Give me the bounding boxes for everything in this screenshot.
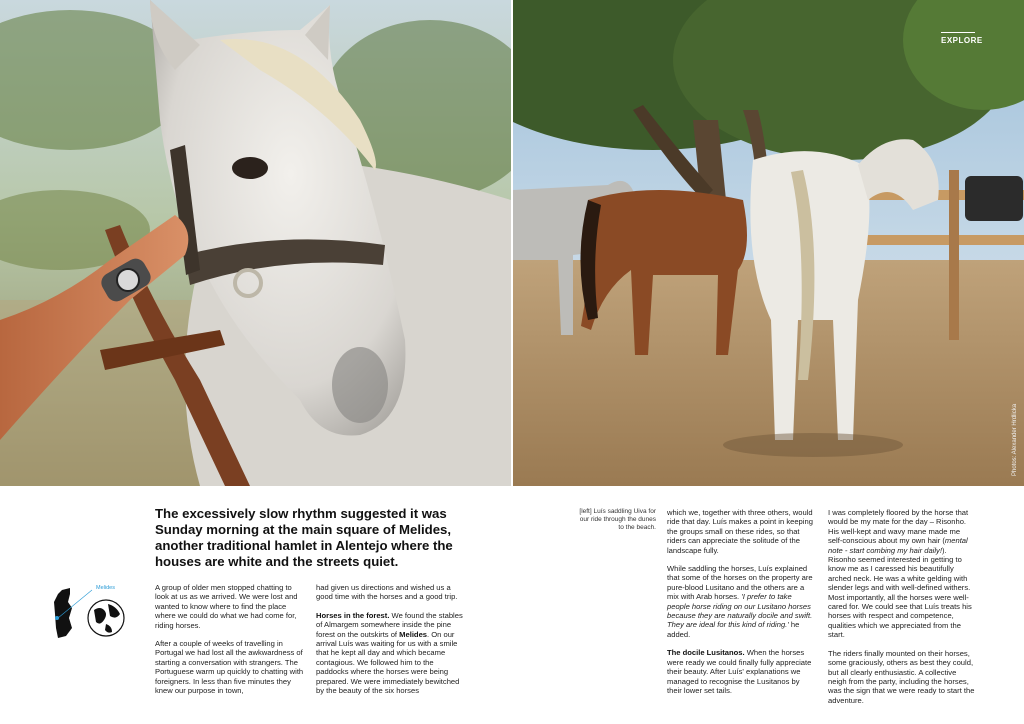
paragraph-text: . On our arrival Luís was waiting for us with a smile that he kept all day and which became contagious. We followed him to the paddocks where the horses were being prepared. We were immediately bewitched by the beauty of the six horses bbox=[316, 629, 460, 696]
photo-grey-horse-bridle bbox=[0, 0, 511, 486]
photo-caption: [left] Luís saddling Uiva for our ride through the dunes to the beach. bbox=[579, 508, 656, 531]
photo-horses-in-paddock bbox=[513, 0, 1024, 486]
article-column-4 bbox=[828, 508, 976, 714]
paragraph bbox=[316, 611, 466, 696]
paragraph bbox=[828, 508, 976, 640]
paragraph-text: I was completely floored by the horse that would be my mate for the day – Risonho. His well-kept and wavy mane made me self-conscious about my own hair ( bbox=[828, 508, 969, 546]
paragraph-text: he added. bbox=[667, 620, 800, 639]
paragraph-text: We found the stables of Almargem somewhere inside the pine forest on the outskirts of bbox=[316, 610, 463, 639]
article-column-3 bbox=[667, 508, 815, 704]
paragraph: had given us directions and wished us a good time with the horses and a good trip. bbox=[316, 583, 458, 602]
article-column-1 bbox=[155, 583, 305, 704]
article-headline: The excessively slow rhythm suggested it was Sunday morning at the main square of Melides, another traditional hamlet in Alentejo where the houses are white and the streets quiet. bbox=[155, 506, 453, 569]
locator-map-icon bbox=[50, 584, 130, 642]
photo-credit: Photos: Alexander Hrdlicka bbox=[1012, 403, 1018, 476]
quote: 'I prefer to take people horse riding on our Lusitano horses because they are naturally docile and swift. They are ideal for this kind of riding.' bbox=[667, 592, 813, 630]
map-location-label: Melides bbox=[96, 585, 115, 591]
italic-note: mental note - start combing my hair daily! bbox=[828, 536, 968, 555]
paragraph-text: ). Risonho seemed interested in getting to know me as I caressed his beautifully arched neck. He was a white gelding with slender legs and with well-defined withers. Most importantly, all the horses were well-cared for. We could see that Luís treats his horses with respect and competence, qualities which we appreciated from the start. bbox=[828, 545, 972, 640]
section-tag: EXPLORE bbox=[941, 36, 983, 45]
place-name: Melides bbox=[399, 629, 428, 639]
subheading-horses-in-forest: Horses in the forest. bbox=[316, 610, 390, 620]
paragraph: The riders finally mounted on their horses, some graciously, others as best they could, but all clearly enthusiastic. A collective neigh from the party, including the horses, was the sign that we were ready to start the adventure. bbox=[828, 648, 975, 705]
paragraph: which we, together with three others, would ride that day. Luís makes a point in keeping the groups small on these rides, so that riders can appreciate the solitude of the landscape fully. bbox=[667, 508, 813, 555]
paragraph: A group of older men stopped chatting to look at us as we arrived. We were lost and wanted to know where to find the place where we could do what we had come for, riding horses. bbox=[155, 583, 298, 630]
paragraph bbox=[667, 564, 815, 639]
subheading-docile-lusitanos: The docile Lusitanos. bbox=[667, 648, 745, 658]
article-column-2 bbox=[316, 583, 466, 704]
paragraph bbox=[667, 648, 815, 695]
paragraph: After a couple of weeks of travelling in Portugal we had lost all the awkwardness of starting a conversation with strangers. The Portuguese warm up quickly to chatting with foreigners. In less than five minutes they knew our purpose in town, bbox=[155, 639, 304, 696]
paragraph-text: When the horses were ready we could finally fully appreciate their beauty. After Luís' explanations we managed to recognise the Lusitanos by their lower set tails. bbox=[667, 648, 812, 695]
paragraph-text: While saddling the horses, Luís explained that some of the horses on the property are pure-blood Lusitano and the others are a mix with Arab horses. bbox=[667, 564, 813, 602]
